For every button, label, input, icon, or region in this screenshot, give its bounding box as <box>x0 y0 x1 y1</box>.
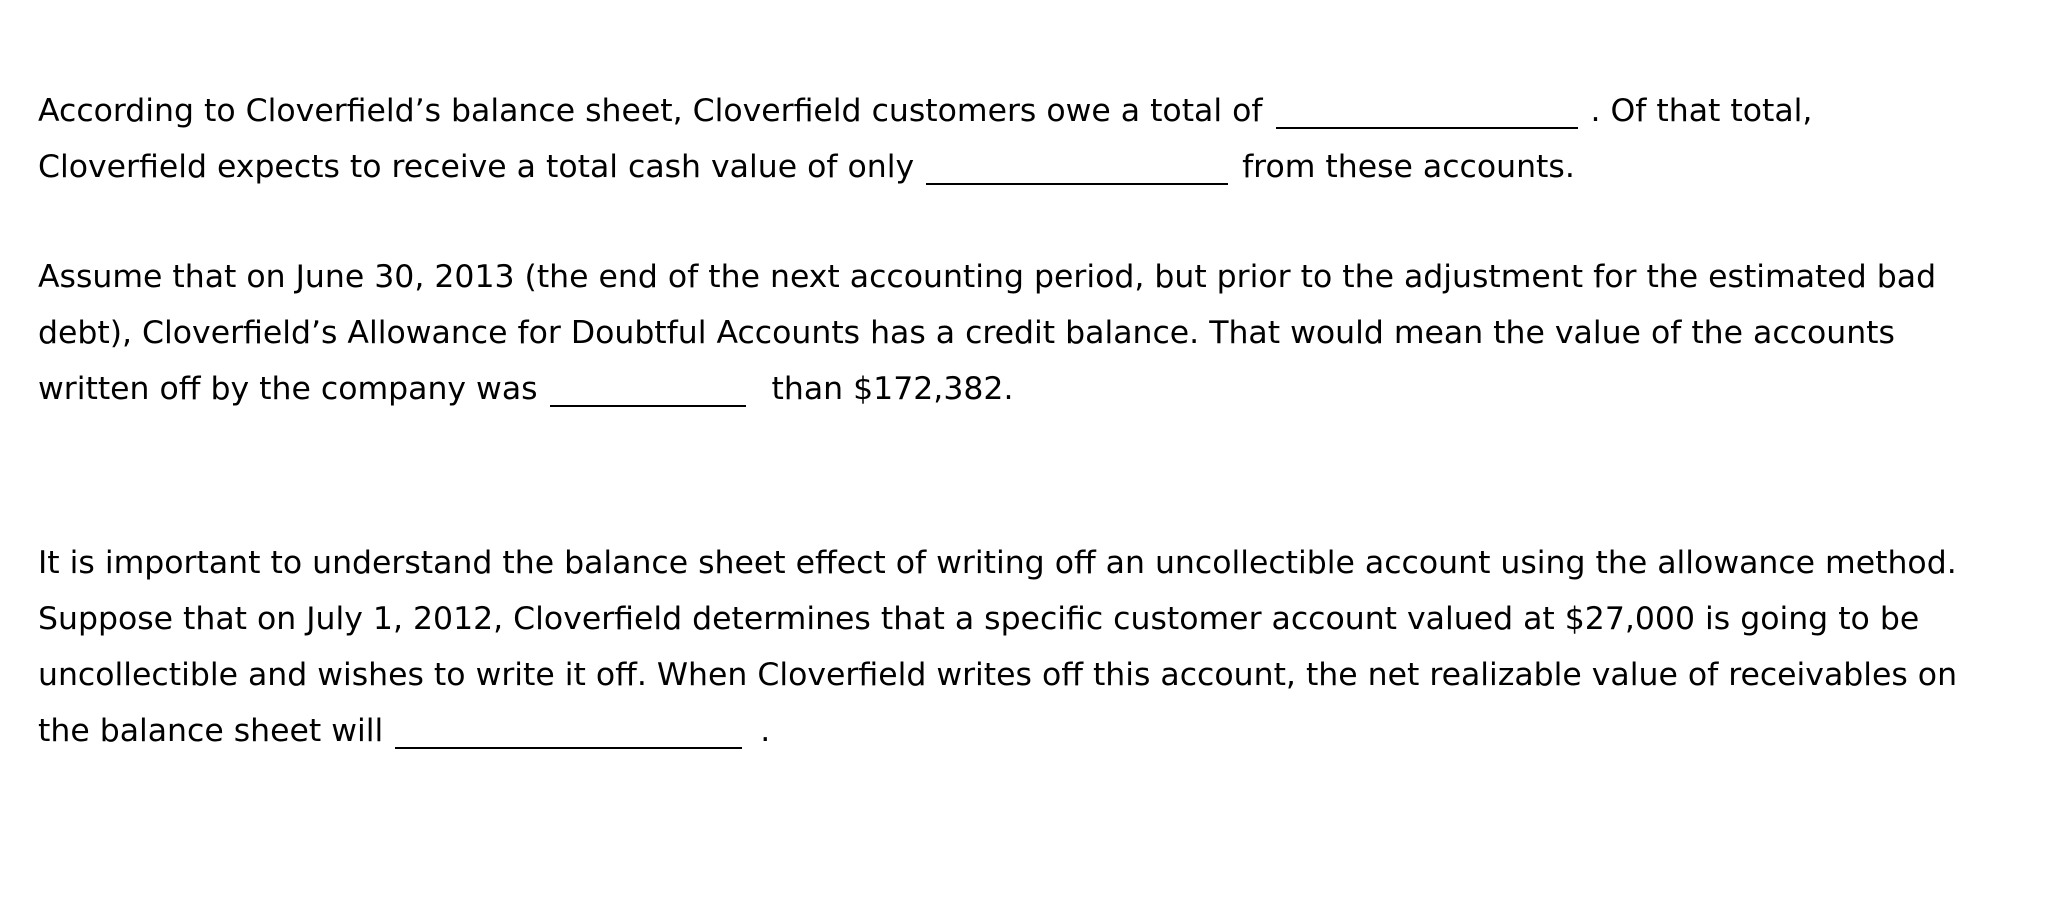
paragraph-receivables-text-1: According to Cloverfield’s balance sheet, Cloverfield customers owe a total of <box>38 93 1263 129</box>
paragraph-receivables-text-2: . Of that total, <box>1590 93 1813 129</box>
paragraph-allowance <box>38 249 2016 417</box>
total-owed-answer-blank[interactable] <box>1276 97 1578 129</box>
comparison-answer-blank[interactable] <box>550 375 746 407</box>
paragraph-allowance-text-1: Assume that on June 30, 2013 (the end of the next accounting period, but prior to the adjustment for the estimated bad debt), Cloverfield’s Allowance for Doubtful Accounts has a credit balance. That would mean the value of the accounts written off by the company was <box>38 259 1937 407</box>
nrv-effect-answer-blank[interactable] <box>395 717 742 749</box>
paragraph-write-off-text-1: It is important to understand the balance sheet effect of writing off an uncollectible account using the allowance method. Suppose that on July 1, 2012, Cloverfield determines that a specific customer account valued at $27,000 is going to be uncollectible and wishes to write it off. When Cloverfield writes off this account, the net realizable value of receivables on the balance sheet will <box>38 545 1958 749</box>
paragraph-write-off-text-2: . <box>760 713 771 749</box>
paragraph-receivables-text-4: from these accounts. <box>1242 149 1575 185</box>
paragraph-write-off <box>38 535 2016 759</box>
paragraph-receivables-text-3: Cloverfield expects to receive a total cash value of only <box>38 149 915 185</box>
paragraph-receivables <box>38 83 2016 195</box>
cash-value-answer-blank[interactable] <box>926 153 1228 185</box>
paragraph-allowance-text-2: than $172,382. <box>771 371 1014 407</box>
